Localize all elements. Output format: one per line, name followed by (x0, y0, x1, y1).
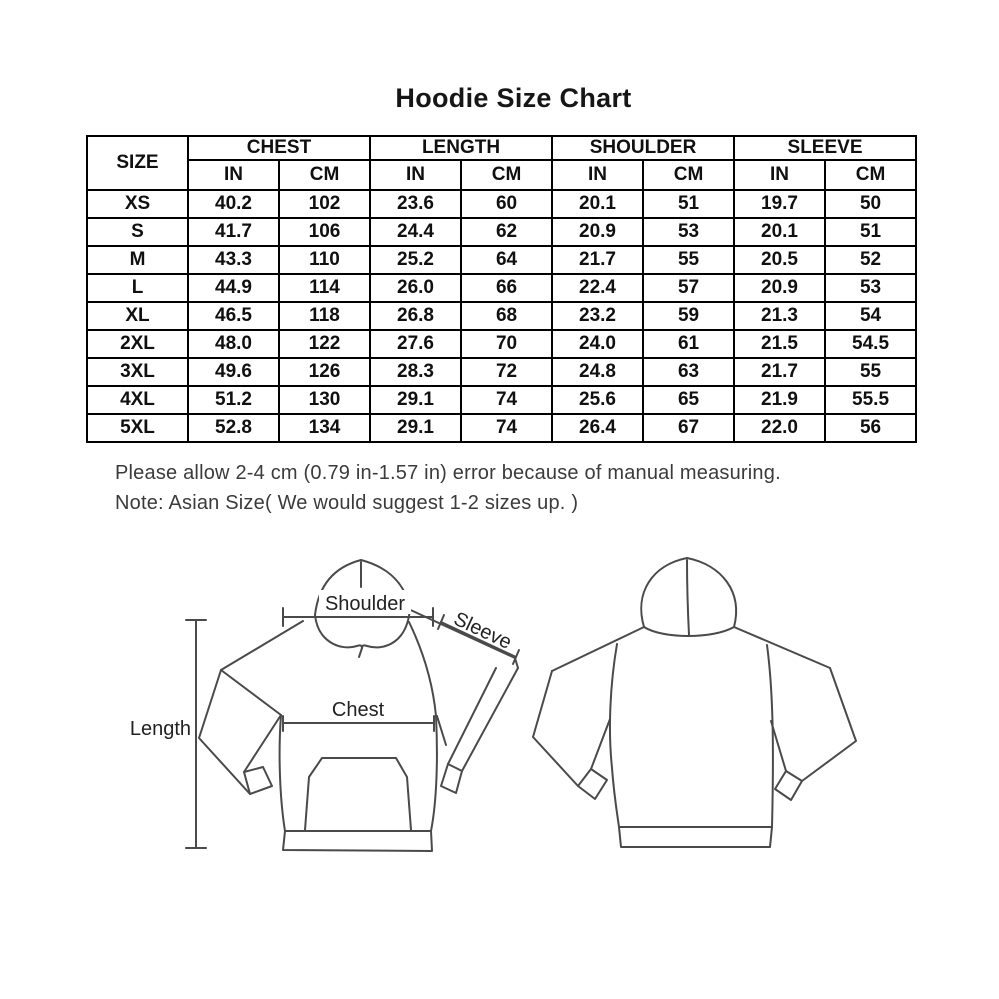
back-body-right-edge (767, 645, 773, 827)
size-cell: S (87, 218, 188, 246)
back-right-shoulder-seam (734, 627, 830, 668)
size-cell: 5XL (87, 414, 188, 442)
measurement-cell: 106 (279, 218, 370, 246)
front-kangaroo-pocket (305, 758, 411, 830)
front-hem-band (283, 831, 432, 851)
back-left-sleeve-outer (533, 671, 578, 786)
measurement-cell: 55.5 (825, 386, 916, 414)
length-group-header: LENGTH (370, 136, 552, 160)
measurement-cell: 21.9 (734, 386, 825, 414)
measurement-cell: 29.1 (370, 414, 461, 442)
shoulder-group-header: SHOULDER (552, 136, 734, 160)
measurement-cell: 74 (461, 414, 552, 442)
measurement-cell: 22.0 (734, 414, 825, 442)
front-left-sleeve-outer (199, 670, 250, 794)
size-cell: XL (87, 302, 188, 330)
back-right-cuff (775, 771, 802, 800)
hoodie-front-view (130, 560, 519, 851)
measurement-cell: 48.0 (188, 330, 279, 358)
measurement-cell: 46.5 (188, 302, 279, 330)
unit-header: IN (552, 160, 643, 190)
measurement-cell: 118 (279, 302, 370, 330)
front-left-sleeve-inner (244, 715, 281, 772)
measurement-cell: 26.0 (370, 274, 461, 302)
measurement-cell: 114 (279, 274, 370, 302)
back-left-sleeve-inner (591, 719, 610, 769)
measurement-cell: 29.1 (370, 386, 461, 414)
measurement-cell: 21.5 (734, 330, 825, 358)
measurement-cell: 64 (461, 246, 552, 274)
size-cell: 4XL (87, 386, 188, 414)
shoulder-label: Shoulder (324, 593, 406, 615)
size-column-header: SIZE (87, 136, 188, 190)
measurement-cell: 57 (643, 274, 734, 302)
measurement-cell: 40.2 (188, 190, 279, 218)
unit-header: IN (734, 160, 825, 190)
size-cell: 2XL (87, 330, 188, 358)
measurement-cell: 60 (461, 190, 552, 218)
back-hood-center-seam (687, 560, 689, 635)
back-right-sleeve-outer (802, 668, 856, 781)
measurement-cell: 20.5 (734, 246, 825, 274)
measurement-cell: 43.3 (188, 246, 279, 274)
measurement-cell: 21.7 (552, 246, 643, 274)
shoulder-measure (283, 590, 433, 626)
front-body-left-edge (280, 715, 285, 831)
measurement-cell: 25.2 (370, 246, 461, 274)
sleeve-label: Sleeve (450, 608, 515, 654)
measurement-cell: 65 (643, 386, 734, 414)
measurement-cell: 134 (279, 414, 370, 442)
measurement-cell: 54.5 (825, 330, 916, 358)
size-cell: 3XL (87, 358, 188, 386)
measurement-cell: 55 (643, 246, 734, 274)
measurement-cell: 24.4 (370, 218, 461, 246)
measurement-cell: 21.7 (734, 358, 825, 386)
length-measure (130, 620, 206, 848)
unit-header: CM (279, 160, 370, 190)
measurement-cell: 21.3 (734, 302, 825, 330)
measurement-cell: 74 (461, 386, 552, 414)
unit-header: IN (188, 160, 279, 190)
sleeve-measure (438, 608, 519, 664)
front-right-shoulder-seam (409, 622, 436, 716)
front-left-cuff (244, 767, 272, 794)
measurement-cell: 54 (825, 302, 916, 330)
measurement-cell: 51.2 (188, 386, 279, 414)
measurement-cell: 26.4 (552, 414, 643, 442)
measurement-cell: 61 (643, 330, 734, 358)
measurement-cell: 20.9 (734, 274, 825, 302)
unit-header: CM (461, 160, 552, 190)
hoodie-back-view (533, 558, 856, 847)
measurement-cell: 51 (825, 218, 916, 246)
front-body-right-edge (431, 716, 437, 831)
front-right-cuff (441, 764, 462, 793)
measurement-cell: 20.1 (552, 190, 643, 218)
measurement-cell: 41.7 (188, 218, 279, 246)
measurement-cell: 122 (279, 330, 370, 358)
measurement-cell: 51 (643, 190, 734, 218)
back-left-cuff (578, 769, 607, 799)
size-cell: XS (87, 190, 188, 218)
size-cell: L (87, 274, 188, 302)
measurement-cell: 23.2 (552, 302, 643, 330)
note-asian-size: Note: Asian Size( We would suggest 1-2 sizes up. ) (115, 492, 579, 514)
measurement-cell: 22.4 (552, 274, 643, 302)
measurement-cell: 19.7 (734, 190, 825, 218)
chest-group-header: CHEST (188, 136, 370, 160)
measurement-cell: 20.9 (552, 218, 643, 246)
measurement-cell: 50 (825, 190, 916, 218)
measurement-cell: 23.6 (370, 190, 461, 218)
chest-label: Chest (331, 699, 385, 721)
length-label: Length (129, 718, 191, 740)
unit-header: IN (370, 160, 461, 190)
measurement-cell: 20.1 (734, 218, 825, 246)
measurement-cell: 24.0 (552, 330, 643, 358)
front-left-shoulder-seam (221, 621, 303, 670)
measurement-cell: 66 (461, 274, 552, 302)
measurement-cell: 70 (461, 330, 552, 358)
unit-header: CM (643, 160, 734, 190)
measurement-cell: 62 (461, 218, 552, 246)
front-right-sleeve-fold (448, 668, 496, 764)
note-tolerance: Please allow 2-4 cm (0.79 in-1.57 in) error because of manual measuring. (115, 462, 781, 484)
front-collar-notch (359, 648, 362, 657)
sleeve-group-header: SLEEVE (734, 136, 916, 160)
measurement-cell: 49.6 (188, 358, 279, 386)
measurement-cell: 63 (643, 358, 734, 386)
back-body-left-edge (610, 644, 619, 827)
size-cell: M (87, 246, 188, 274)
measurement-cell: 67 (643, 414, 734, 442)
measurement-cell: 53 (825, 274, 916, 302)
measurement-cell: 126 (279, 358, 370, 386)
back-hem-band (619, 827, 772, 847)
measurement-cell: 52.8 (188, 414, 279, 442)
front-left-underarm-seam (221, 670, 281, 715)
measurement-cell: 130 (279, 386, 370, 414)
measurement-cell: 59 (643, 302, 734, 330)
measurement-cell: 44.9 (188, 274, 279, 302)
chest-measure (283, 699, 434, 731)
measurement-cell: 102 (279, 190, 370, 218)
measurement-cell: 26.8 (370, 302, 461, 330)
front-right-underarm-seam (437, 716, 446, 745)
measurement-cell: 110 (279, 246, 370, 274)
unit-header: CM (825, 160, 916, 190)
measurement-cell: 72 (461, 358, 552, 386)
measurement-cell: 55 (825, 358, 916, 386)
measurement-cell: 24.8 (552, 358, 643, 386)
measurement-cell: 28.3 (370, 358, 461, 386)
measurement-cell: 52 (825, 246, 916, 274)
measurement-cell: 68 (461, 302, 552, 330)
back-left-shoulder-seam (552, 627, 644, 671)
measurement-cell: 25.6 (552, 386, 643, 414)
measurement-cell: 53 (643, 218, 734, 246)
measurement-cell: 27.6 (370, 330, 461, 358)
page-title: Hoodie Size Chart (395, 83, 632, 113)
front-collar-left (315, 615, 362, 648)
measurement-cell: 56 (825, 414, 916, 442)
